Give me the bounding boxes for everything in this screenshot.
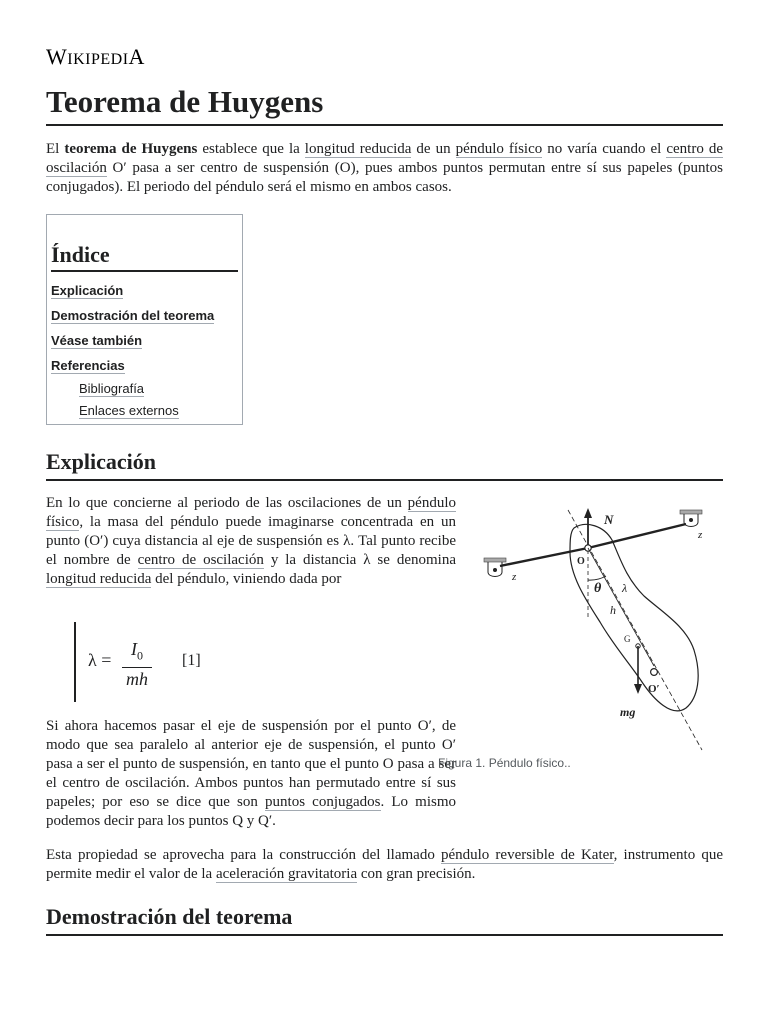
formula-reference[interactable]: [1] bbox=[182, 652, 201, 669]
left-support-rod bbox=[500, 548, 588, 566]
toc-item-referencias[interactable]: Referencias bbox=[51, 358, 125, 373]
wordmark-smallcaps: IKIPEDI bbox=[67, 51, 129, 68]
section-heading-demostracion: Demostración del teorema bbox=[46, 903, 723, 936]
link-longitud-reducida-2[interactable]: longitud reducida bbox=[46, 571, 152, 587]
link-aceleracion-gravitatoria[interactable]: aceleración gravitatoria bbox=[215, 866, 358, 882]
pendulum-body bbox=[570, 524, 698, 710]
link-centro-de-oscilacion[interactable]: centro de oscilación bbox=[46, 141, 723, 176]
right-support-plate bbox=[680, 510, 702, 514]
label-theta: θ bbox=[594, 581, 602, 596]
left-pivot-dot bbox=[493, 568, 497, 572]
right-pivot-dot bbox=[689, 518, 693, 522]
theta-arc bbox=[588, 576, 606, 580]
pendulum-body-group bbox=[570, 524, 698, 710]
toc-item-vease-tambien[interactable]: Véase también bbox=[51, 333, 143, 348]
explanation-paragraph-3: Esta propiedad se aprovecha para la construcción del llamado péndulo reversible de Kater, instrumento que permite medir el valor de la aceleración gravitatoria con gran precisión. bbox=[46, 847, 723, 882]
wikipedia-wordmark[interactable] bbox=[46, 44, 145, 70]
intro-paragraph: El teorema de Huygens establece que la longitud reducida de un péndulo físico no varía cuando el centro de oscilación O′ pasa a ser centro de suspensión (O), pues ambos puntos permutan entre sí sus papeles (puntos conjugados). El periodo del péndulo será el mismo en ambos casos. bbox=[46, 141, 723, 195]
physical-pendulum-figure[interactable] bbox=[436, 500, 726, 780]
toc-item-explicacion[interactable]: Explicación bbox=[51, 283, 124, 298]
explanation-paragraph-1: En lo que concierne al periodo de las oscilaciones de un péndulo físico, la masa del péndulo puede imaginarse concentrada en un punto (O′) cuya distancia al eje de suspensión es λ. Tal punto recibe el nombre de centro de oscilación y la distancia λ se denomina longitud reducida del péndulo, viniendo dada por bbox=[46, 495, 456, 587]
formula-lhs: λ = bbox=[88, 650, 112, 670]
wordmark-letter: W bbox=[46, 44, 68, 69]
right-support-rod bbox=[588, 524, 686, 548]
link-pendulo-reversible-de-kater[interactable]: péndulo reversible de Kater bbox=[440, 847, 614, 863]
label-N: N bbox=[604, 512, 614, 527]
wordmark-letter-end: A bbox=[128, 44, 145, 69]
formula-fraction bbox=[122, 638, 152, 690]
table-of-contents bbox=[46, 214, 243, 425]
reduced-length-formula bbox=[74, 622, 276, 702]
formula-numerator: $I_0$ bbox=[122, 638, 152, 668]
link-pendulo-fisico[interactable]: péndulo físico bbox=[455, 141, 543, 157]
link-pendulo-fisico-2[interactable]: péndulo físico bbox=[46, 495, 456, 530]
explanation-paragraph-2: Si ahora hacemos pasar el eje de suspensión por el punto O′, de modo que sea paralelo al anterior eje de suspensión, el punto O′ pasa a ser el punto de suspensión, en tanto que el punto O pasa a ser el centro de oscilación. Ambos puntos han permutado entre sí sus papeles; por eso se dice que son puntos conjugados. Lo mismo podemos decir para los puntos Q y Q′. bbox=[46, 718, 457, 829]
bold-term: teorema de Huygens bbox=[64, 141, 198, 157]
label-G: G bbox=[624, 634, 631, 644]
label-z-left: z bbox=[512, 571, 517, 583]
toc-title: Índice bbox=[51, 241, 238, 272]
page-title: Teorema de Huygens bbox=[46, 84, 723, 126]
label-mg: mg bbox=[620, 705, 636, 719]
weight-arrowhead bbox=[634, 684, 642, 694]
link-centro-de-oscilacion-2[interactable]: centro de oscilación bbox=[137, 552, 264, 568]
toc-subitem-enlaces-externos[interactable]: Enlaces externos bbox=[79, 403, 179, 418]
formula-denominator: mh bbox=[126, 668, 148, 689]
toc-subitem-bibliografia[interactable]: Bibliografía bbox=[79, 381, 145, 396]
section-heading-explicacion: Explicación bbox=[46, 448, 723, 481]
label-O: O bbox=[577, 556, 585, 567]
oscillation-center-Oprime bbox=[651, 669, 658, 676]
toc-item-demostracion[interactable]: Demostración del teorema bbox=[51, 308, 215, 323]
label-z-right: z bbox=[698, 529, 703, 541]
link-puntos-conjugados[interactable]: puntos conjugados bbox=[265, 794, 381, 810]
label-O-prime: O′ bbox=[648, 683, 660, 695]
figure-caption: Figura 1. Péndulo físico.. bbox=[438, 756, 571, 770]
lambda-line bbox=[588, 548, 654, 666]
left-support-plate bbox=[484, 558, 506, 562]
label-lambda: λ bbox=[622, 581, 628, 595]
toc-list bbox=[51, 278, 238, 422]
normal-force-arrowhead bbox=[584, 508, 592, 518]
link-longitud-reducida[interactable]: longitud reducida bbox=[304, 141, 412, 157]
label-h: h bbox=[610, 603, 616, 617]
